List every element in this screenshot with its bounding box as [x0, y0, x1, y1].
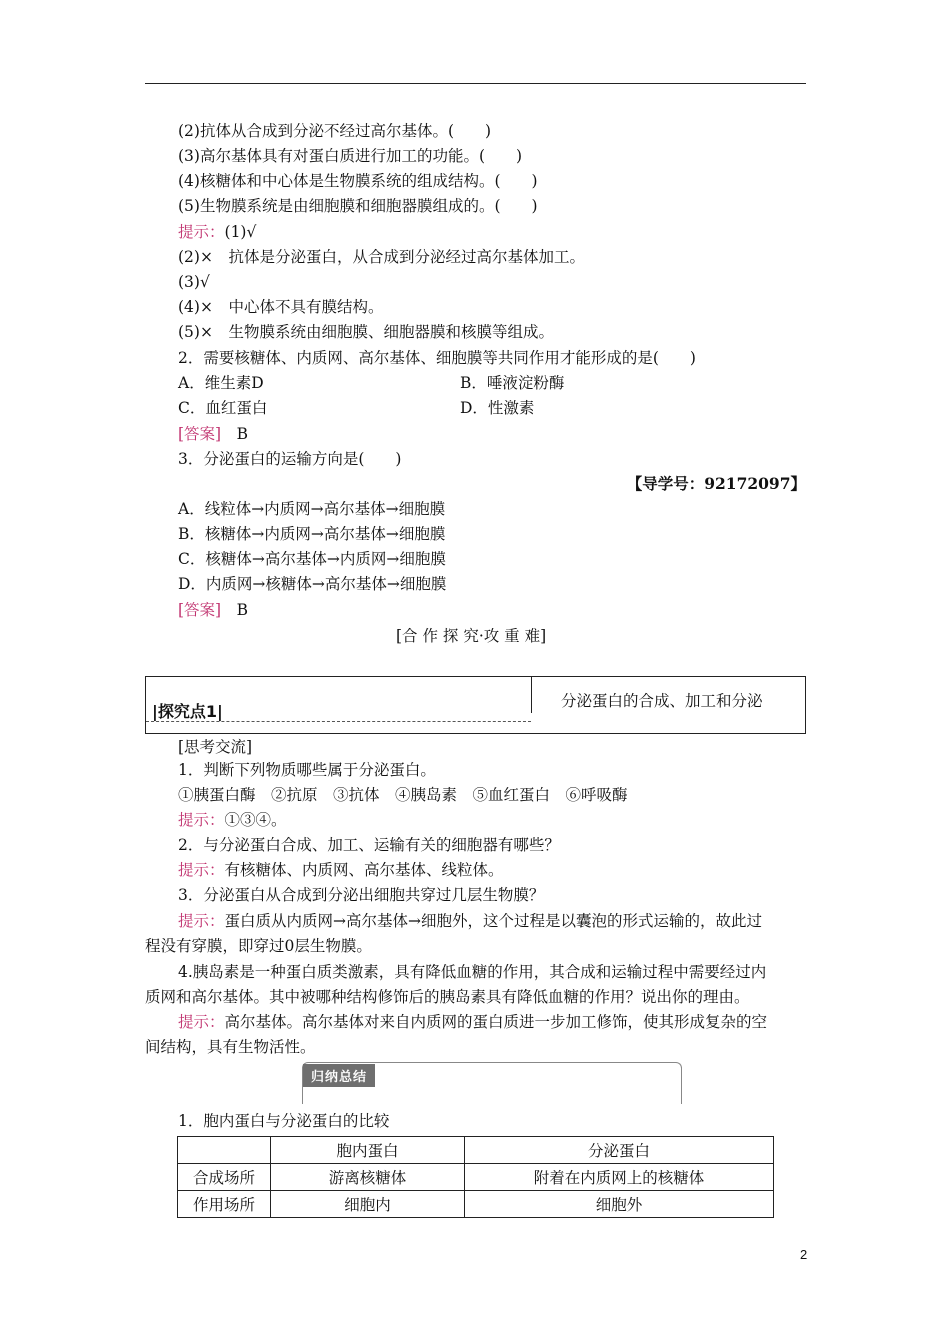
table-cell: 附着在内质网上的核糖体: [465, 1164, 774, 1191]
hint-item: (3)√: [178, 273, 210, 291]
section-label: |探究点1|: [152, 702, 223, 721]
option-c: C．核糖体→高尔基体→内质网→细胞膜: [178, 550, 446, 568]
table-cell: 作用场所: [178, 1191, 271, 1218]
page-number: 2: [800, 1247, 808, 1262]
hint-line: [178, 1012, 767, 1032]
answer-tag: [答案]: [178, 601, 222, 619]
hint-item: (4)× 中心体不具有膜结构。: [178, 298, 384, 316]
think-options: ①胰蛋白酶 ②抗原 ③抗体 ④胰岛素 ⑤血红蛋白 ⑥呼吸酶: [178, 786, 628, 804]
think-question-continuation: 质网和高尔基体。其中被哪种结构修饰后的胰岛素具有降低血糖的作用？说出你的理由。: [145, 988, 750, 1006]
hint-text: 有核糖体、内质网、高尔基体、线粒体。: [224, 861, 504, 879]
table-cell: 游离核糖体: [271, 1164, 465, 1191]
answer-line: [178, 424, 248, 444]
table-row: [178, 1164, 774, 1191]
comparison-title: 1．胞内蛋白与分泌蛋白的比较: [178, 1112, 390, 1130]
hint-line: [178, 810, 287, 830]
hint-line: [178, 860, 504, 880]
option-a: A．线粒体→内质网→高尔基体→细胞膜: [178, 500, 446, 518]
part-heading: [合 作 探 究·攻 重 难]: [396, 627, 547, 645]
answer-line: [178, 600, 248, 620]
hint-label: 提示：: [178, 223, 225, 241]
question-stem: 2．需要核糖体、内质网、高尔基体、细胞膜等共同作用才能形成的是( ): [178, 349, 696, 367]
option-b: B．核糖体→内质网→高尔基体→细胞膜: [178, 525, 446, 543]
think-question: 3．分泌蛋白从合成到分泌出细胞共穿过几层生物膜？: [178, 886, 545, 904]
section-heading-box: [145, 676, 806, 734]
hint-text: (1)√: [224, 223, 257, 241]
summary-box: [302, 1062, 682, 1104]
section-divider: [531, 677, 532, 713]
section-title: 分泌蛋白的合成、加工和分泌: [561, 692, 763, 710]
answer-value: B: [236, 425, 249, 443]
hint-continuation: 间结构，具有生物活性。: [145, 1038, 316, 1056]
think-question: 2．与分泌蛋白合成、加工、运输有关的细胞器有哪些？: [178, 836, 560, 854]
think-question: 4.胰岛素是一种蛋白质类激素，具有降低血糖的作用，其合成和运输过程中需要经过内: [178, 963, 767, 981]
hint-line: [178, 222, 256, 242]
table-cell: 细胞内: [271, 1191, 465, 1218]
hint-text: 高尔基体。高尔基体对来自内质网的蛋白质进一步加工修饰，使其形成复杂的空: [224, 1013, 768, 1031]
question-stem: 3．分泌蛋白的运输方向是( ): [178, 450, 402, 468]
quiz-item: (4)核糖体和中心体是生物膜系统的组成结构。( ): [178, 172, 538, 190]
hint-label: 提示：: [178, 811, 225, 829]
option-a: A．维生素D: [178, 374, 264, 392]
table-header-cell: [178, 1137, 271, 1164]
hint-item: (5)× 生物膜系统由细胞膜、细胞器膜和核膜等组成。: [178, 323, 554, 341]
summary-label: 归纳总结: [303, 1064, 375, 1087]
table-header-row: [178, 1137, 774, 1164]
comparison-table: [177, 1136, 774, 1218]
hint-text: ①③④。: [224, 811, 287, 829]
option-d: D．内质网→核糖体→高尔基体→细胞膜: [178, 575, 447, 593]
table-header-cell: 胞内蛋白: [271, 1137, 465, 1164]
table-row: [178, 1191, 774, 1218]
option-b: B．唾液淀粉酶: [460, 374, 565, 392]
table-cell: 细胞外: [465, 1191, 774, 1218]
quiz-item: (3)高尔基体具有对蛋白质进行加工的功能。( ): [178, 147, 523, 165]
quiz-item: (2)抗体从合成到分泌不经过高尔基体。( ): [178, 122, 492, 140]
table-header-cell: 分泌蛋白: [465, 1137, 774, 1164]
hint-label: 提示：: [178, 912, 225, 930]
hint-label: 提示：: [178, 1013, 225, 1031]
hint-text: 蛋白质从内质网→高尔基体→细胞外，这个过程是以囊泡的形式运输的，故此过: [224, 912, 762, 930]
hint-continuation: 程没有穿膜，即穿过0层生物膜。: [145, 937, 372, 955]
hint-line: [178, 911, 762, 931]
hint-item: (2)× 抗体是分泌蛋白，从合成到分泌经过高尔基体加工。: [178, 248, 585, 266]
option-d: D．性激素: [460, 399, 535, 417]
quiz-item: (5)生物膜系统是由细胞膜和细胞器膜组成的。( ): [178, 197, 538, 215]
think-question: 1．判断下列物质哪些属于分泌蛋白。: [178, 761, 436, 779]
header-rule: [145, 83, 806, 84]
hint-label: 提示：: [178, 861, 225, 879]
answer-value: B: [236, 601, 249, 619]
table-cell: 合成场所: [178, 1164, 271, 1191]
guide-number: 【导学号：92172097】: [626, 474, 806, 493]
option-c: C．血红蛋白: [178, 399, 268, 417]
answer-tag: [答案]: [178, 425, 222, 443]
think-tag: [思考交流]: [178, 738, 253, 756]
